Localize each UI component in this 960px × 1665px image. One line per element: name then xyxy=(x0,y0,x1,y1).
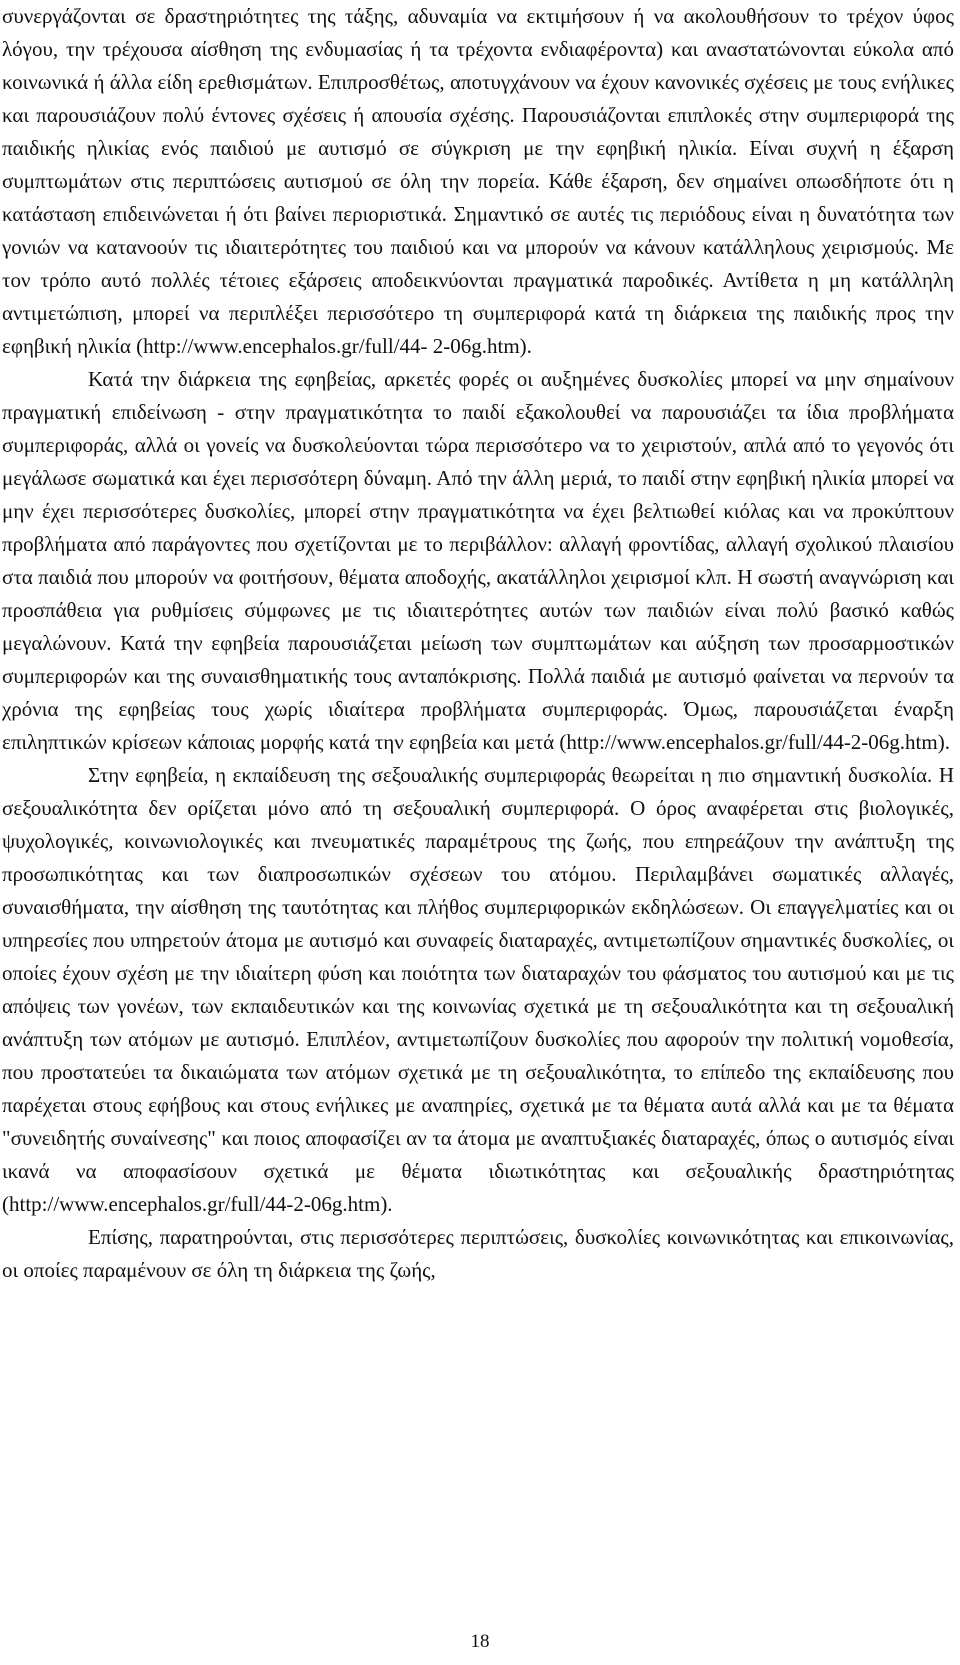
body-text xyxy=(2,0,954,1287)
paragraph-2: Κατά την διάρκεια της εφηβείας, αρκετές φορές οι αυξημένες δυσκολίες μπορεί να μην σημαίνουν πραγματική επιδείνωση - στην πραγματικότητα το παιδί εξακολουθεί να παρουσιάζει τα ίδια προβλήματα συμπεριφοράς, αλλά οι γονείς να δυσκολεύονται τώρα περισσότερο να το χειριστούν, απλά από το γεγονός ότι μεγάλωσε σωματικά και έχει περισσότερη δύναμη. Από την άλλη μεριά, το παιδί στην εφηβική ηλικία μπορεί να μην έχει περισσότερες δυσκολίες, μπορεί στην πραγματικότητα να έχει βελτιωθεί κιόλας και να προκύπτουν προβλήματα από παράγοντες που σχετίζονται με το περιβάλλον: αλλαγή φροντίδας, αλλαγή σχολικού πλαισίου στα παιδιά που μπορούν να φοιτήσουν, θέματα αποδοχής, ακατάλληλοι χειρισμοί κλπ. Η σωστή αναγνώριση και προσπάθεια για ρυθμίσεις σύμφωνες με τις ιδιαιτερότητες αυτών των παιδιών είναι πολύ βασικό καθώς μεγαλώνουν. Κατά την εφηβεία παρουσιάζεται μείωση των συμπτωμάτων και αύξηση των προσαρμοστικών συμπεριφορών και της συναισθηματικής τους ανταπόκρισης. Πολλά παιδιά με αυτισμό φαίνεται να περνούν τα χρόνια της εφηβείας τους χωρίς ιδιαίτερα προβλήματα συμπεριφοράς. Όμως, παρουσιάζεται έναρξη επιληπτικών κρίσεων κάποιας μορφής κατά την εφηβεία και μετά (http://www.encephalos.gr/full/44-2-06g.htm). xyxy=(2,367,954,754)
paragraph-3: Στην εφηβεία, η εκπαίδευση της σεξουαλικής συμπεριφοράς θεωρείται η πιο σημαντική δυσκολία. Η σεξουαλικότητα δεν ορίζεται μόνο από τη σεξουαλική συμπεριφορά. Ο όρος αναφέρεται στις βιολογικές, ψυχολογικές, κοινωνιολογικές και πνευματικές παραμέτρους της ζωής, που επηρεάζουν την ανάπτυξη της προσωπικότητας και των διαπροσωπικών σχέσεων του ατόμου. Περιλαμβάνει σωματικές αλλαγές, συναισθήματα, την αίσθηση της ταυτότητας και πλήθος συμπεριφορικών εκδηλώσεων. Οι επαγγελματίες και οι υπηρεσίες που υπηρετούν άτομα με αυτισμό και συναφείς διαταραχές, αντιμετωπίζουν σημαντικές δυσκολίες, οι οποίες έχουν σχέση με την ιδιαίτερη φύση και ποιότητα των διαταραχών του φάσματος του αυτισμού και με τις απόψεις των γονέων, των εκπαιδευτικών και της κοινωνίας σχετικά με τη σεξουαλικότητα και τη σεξουαλική ανάπτυξη των ατόμων με αυτισμό. Επιπλέον, αντιμετωπίζουν δυσκολίες που αφορούν την πολιτική νομοθεσία, που προστατεύει τα δικαιώματα των ατόμων σχετικά με τη σεξουαλικότητα, το επίπεδο της εκπαίδευσης που παρέχεται στους εφήβους και στους ενήλικες με αναπηρίες, σχετικά με τα θέματα αυτά αλλά και με τα θέματα "συνειδητής συναίνεσης" και ποιος αποφασίζει αν τα άτομα με αναπτυξιακές διαταραχές, όπως ο αυτισμός είναι ικανά να αποφασίσουν σχετικά με θέματα ιδιωτικότητας και σεξουαλικής δραστηριότητας (http://www.encephalos.gr/full/44-2-06g.htm). xyxy=(2,763,954,1216)
paragraph-1: συνεργάζονται σε δραστηριότητες της τάξης, αδυναμία να εκτιμήσουν ή να ακολουθήσουν το τρέχον ύφος λόγου, την τρέχουσα αίσθηση της ενδυμασίας ή τα τρέχοντα ενδιαφέροντα) και αναστατώνονται εύκολα από κοινωνικά ή άλλα είδη ερεθισμάτων. Επιπροσθέτως, αποτυγχάνουν να έχουν κανονικές σχέσεις με τους ενήλικες και παρουσιάζουν πολύ έντονες σχέσεις ή απουσία σχέσης. Παρουσιάζονται επιπλοκές στην συμπεριφορά της παιδικής ηλικίας ενός παιδιού με αυτισμό σε σύγκριση με την εφηβική ηλικία. Είναι συχνή η έξαρση συμπτωμάτων στις περιπτώσεις αυτισμού σε όλη την πορεία. Κάθε έξαρση, δεν σημαίνει οπωσδήποτε ότι η κατάσταση επιδεινώνεται ή ότι βαίνει περιοριστικά. Σημαντικό σε αυτές τις περιόδους είναι η δυνατότητα των γονιών να κατανοούν τις ιδιαιτερότητες του παιδιού και να μπορούν να κάνουν κατάλληλους χειρισμούς. Με τον τρόπο αυτό πολλές τέτοιες εξάρσεις αποδεικνύονται πραγματικά παροδικές. Αντίθετα η μη κατάλληλη αντιμετώπιση, μπορεί να περιπλέξει περισσότερο τη συμπεριφορά κατά τη διάρκεια της παιδικής προς την εφηβική ηλικία (http://www.encephalos.gr/full/44- 2-06g.htm). xyxy=(2,4,954,358)
page-number: 18 xyxy=(470,1631,490,1652)
paragraph-4: Επίσης, παρατηρούνται, στις περισσότερες περιπτώσεις, δυσκολίες κοινωνικότητας και επικοινωνίας, οι οποίες παραμένουν σε όλη τη διάρκεια της ζωής, xyxy=(2,1225,954,1282)
